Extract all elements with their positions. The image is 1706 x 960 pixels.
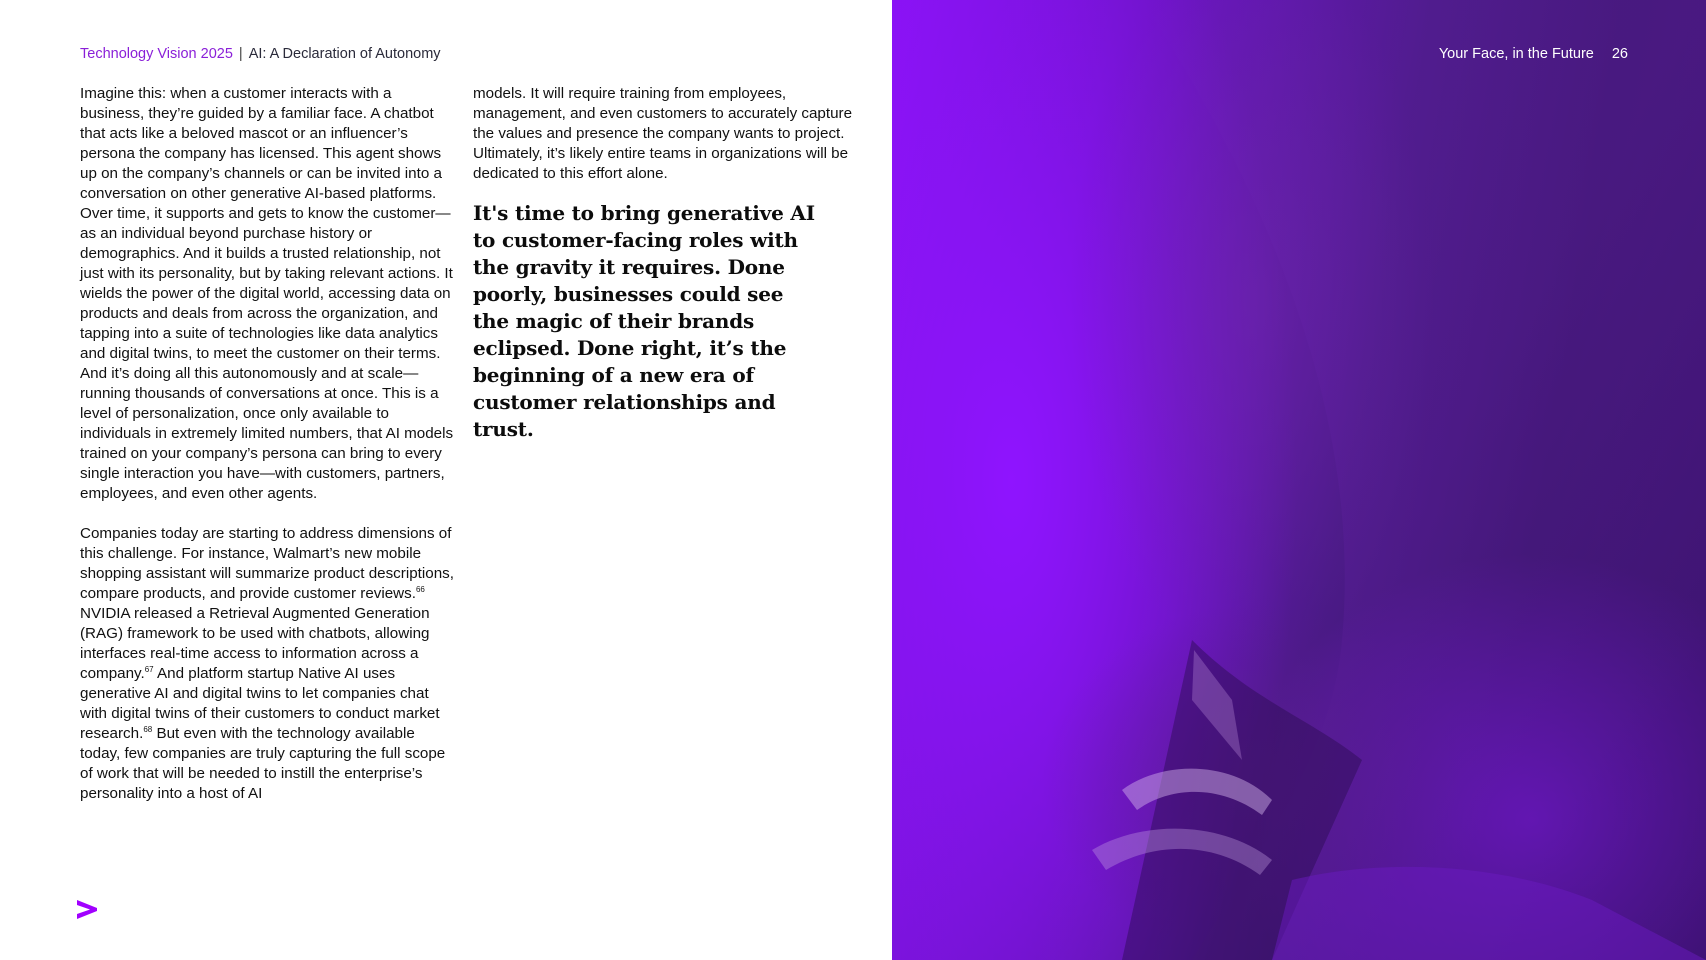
- footnote-ref-66[interactable]: 66: [415, 585, 425, 594]
- accenture-chevron-icon: [76, 898, 98, 920]
- footnote-ref-67[interactable]: 67: [144, 665, 154, 674]
- paragraph-text: And platform startup Native AI uses generative AI and digital twins to let companies chat with digital twins of their customers to conduct market research.: [80, 665, 440, 742]
- footnote-ref-68[interactable]: 68: [143, 725, 153, 734]
- page-number: 26: [1611, 46, 1628, 62]
- body-column-1: [80, 84, 455, 824]
- abstract-figure-illustration: [892, 0, 1706, 960]
- header-brand: Technology Vision 2025: [80, 46, 233, 62]
- page-label: [1439, 46, 1628, 62]
- pull-quote: It's time to bring generative AI to customer-facing roles with the gravity it requires. Done poorly, businesses could see the magic of their brands eclipsed. Done right, it’s the beginning of a new era of customer relationships and trust.: [473, 201, 815, 441]
- body-column-2: [473, 84, 853, 204]
- body-paragraph-1: Imagine this: when a customer interacts with a business, they’re guided by a familiar face. A chatbot that acts like a beloved mascot or an influencer’s persona the company has licensed. This agent shows up on the company’s channels or can be invited into a conversation on other generative AI-based platforms. Over time, it supports and gets to know the customer—as an individual beyond purchase history or demographics. And it builds a trusted relationship, not just with its personality, but by taking relevant actions. It wields the power of the digital world, accessing data on products and deals from across the organization, and tapping into a suite of technologies like data analytics and digital twins, to meet the customer on their terms. And it’s doing all this autonomously and at scale—running thousands of conversations at once. This is a level of personalization, once only available to individuals in extremely limited numbers, that AI models trained on your company’s persona can bring to every single interaction you have—with customers, partners, employees, and even other agents.: [80, 85, 454, 502]
- paragraph-text: But even with the technology available today, few companies are truly capturing the full scope of work that will be needed to instill the enterprise’s personality into a host of AI: [80, 725, 446, 802]
- paragraph-text: NVIDIA released a Retrieval Augmented Generation (RAG) framework to be used with chatbots, allowing interfaces real-time access to information across a company.: [80, 605, 430, 682]
- hero-image: [892, 0, 1706, 960]
- paragraph-text: Companies today are starting to address dimensions of this challenge. For instance, Walmart’s new mobile shopping assistant will summarize product descriptions, compare products, and provide customer reviews.: [80, 525, 454, 602]
- body-paragraph-2: [80, 524, 455, 804]
- running-header: [80, 46, 441, 62]
- section-label: Your Face, in the Future: [1438, 46, 1594, 62]
- header-separator: |: [238, 46, 243, 62]
- header-title: AI: A Declaration of Autonomy: [248, 46, 441, 62]
- body-paragraph-3: models. It will require training from employees, management, and even customers to accurately capture the values and presence the company wants to project. Ultimately, it’s likely entire teams in organizations will be dedicated to this effort alone.: [473, 85, 853, 182]
